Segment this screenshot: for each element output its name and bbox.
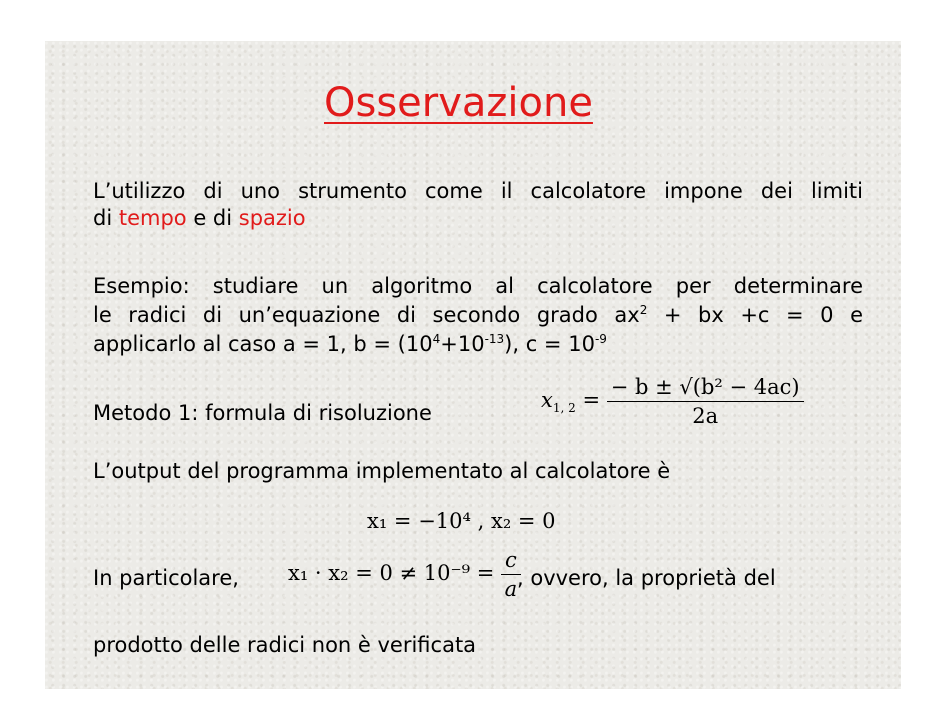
slide-title: Osservazione [324, 80, 593, 126]
quadratic-formula: $x_{1, 2}$ = $\frac{\text{− b ± √(b² − 4ac)}}{2a}$ [541, 375, 804, 428]
example-line-1: Esempio: studiare un algoritmo al calcolatore per determinare [93, 274, 863, 298]
word-tempo: tempo [118, 206, 187, 230]
product-expression: x₁ · x₂ = 0 ≠ 10⁻⁹ = $\frac{c}{a}$ [288, 548, 521, 601]
output-line: L’output del programma implementato al calcolatore è [93, 459, 671, 483]
word-spazio: spazio [238, 206, 306, 230]
particular-tail: , ovvero, la proprietà del [517, 566, 776, 590]
method-label: Metodo 1: formula di risoluzione [93, 401, 432, 425]
intro-line-2: di tempo e di spazio [93, 206, 306, 230]
intro-line-1: L’utilizzo di uno strumento come il calcolatore impone dei limiti [93, 179, 863, 203]
example-line-3: applicarlo al caso a = 1, $b = (10^4+10^{-13})$, $c = 10^{-9}$ [93, 332, 607, 356]
example-line-2: le radici di un’equazione di secondo grado $ax^2$ + bx +c = 0 e [93, 303, 863, 327]
output-result: x₁ = −10⁴ , x₂ = 0 [367, 509, 556, 533]
particular-label: In particolare, [93, 566, 239, 590]
conclusion-line: prodotto delle radici non è verificata [93, 633, 477, 657]
